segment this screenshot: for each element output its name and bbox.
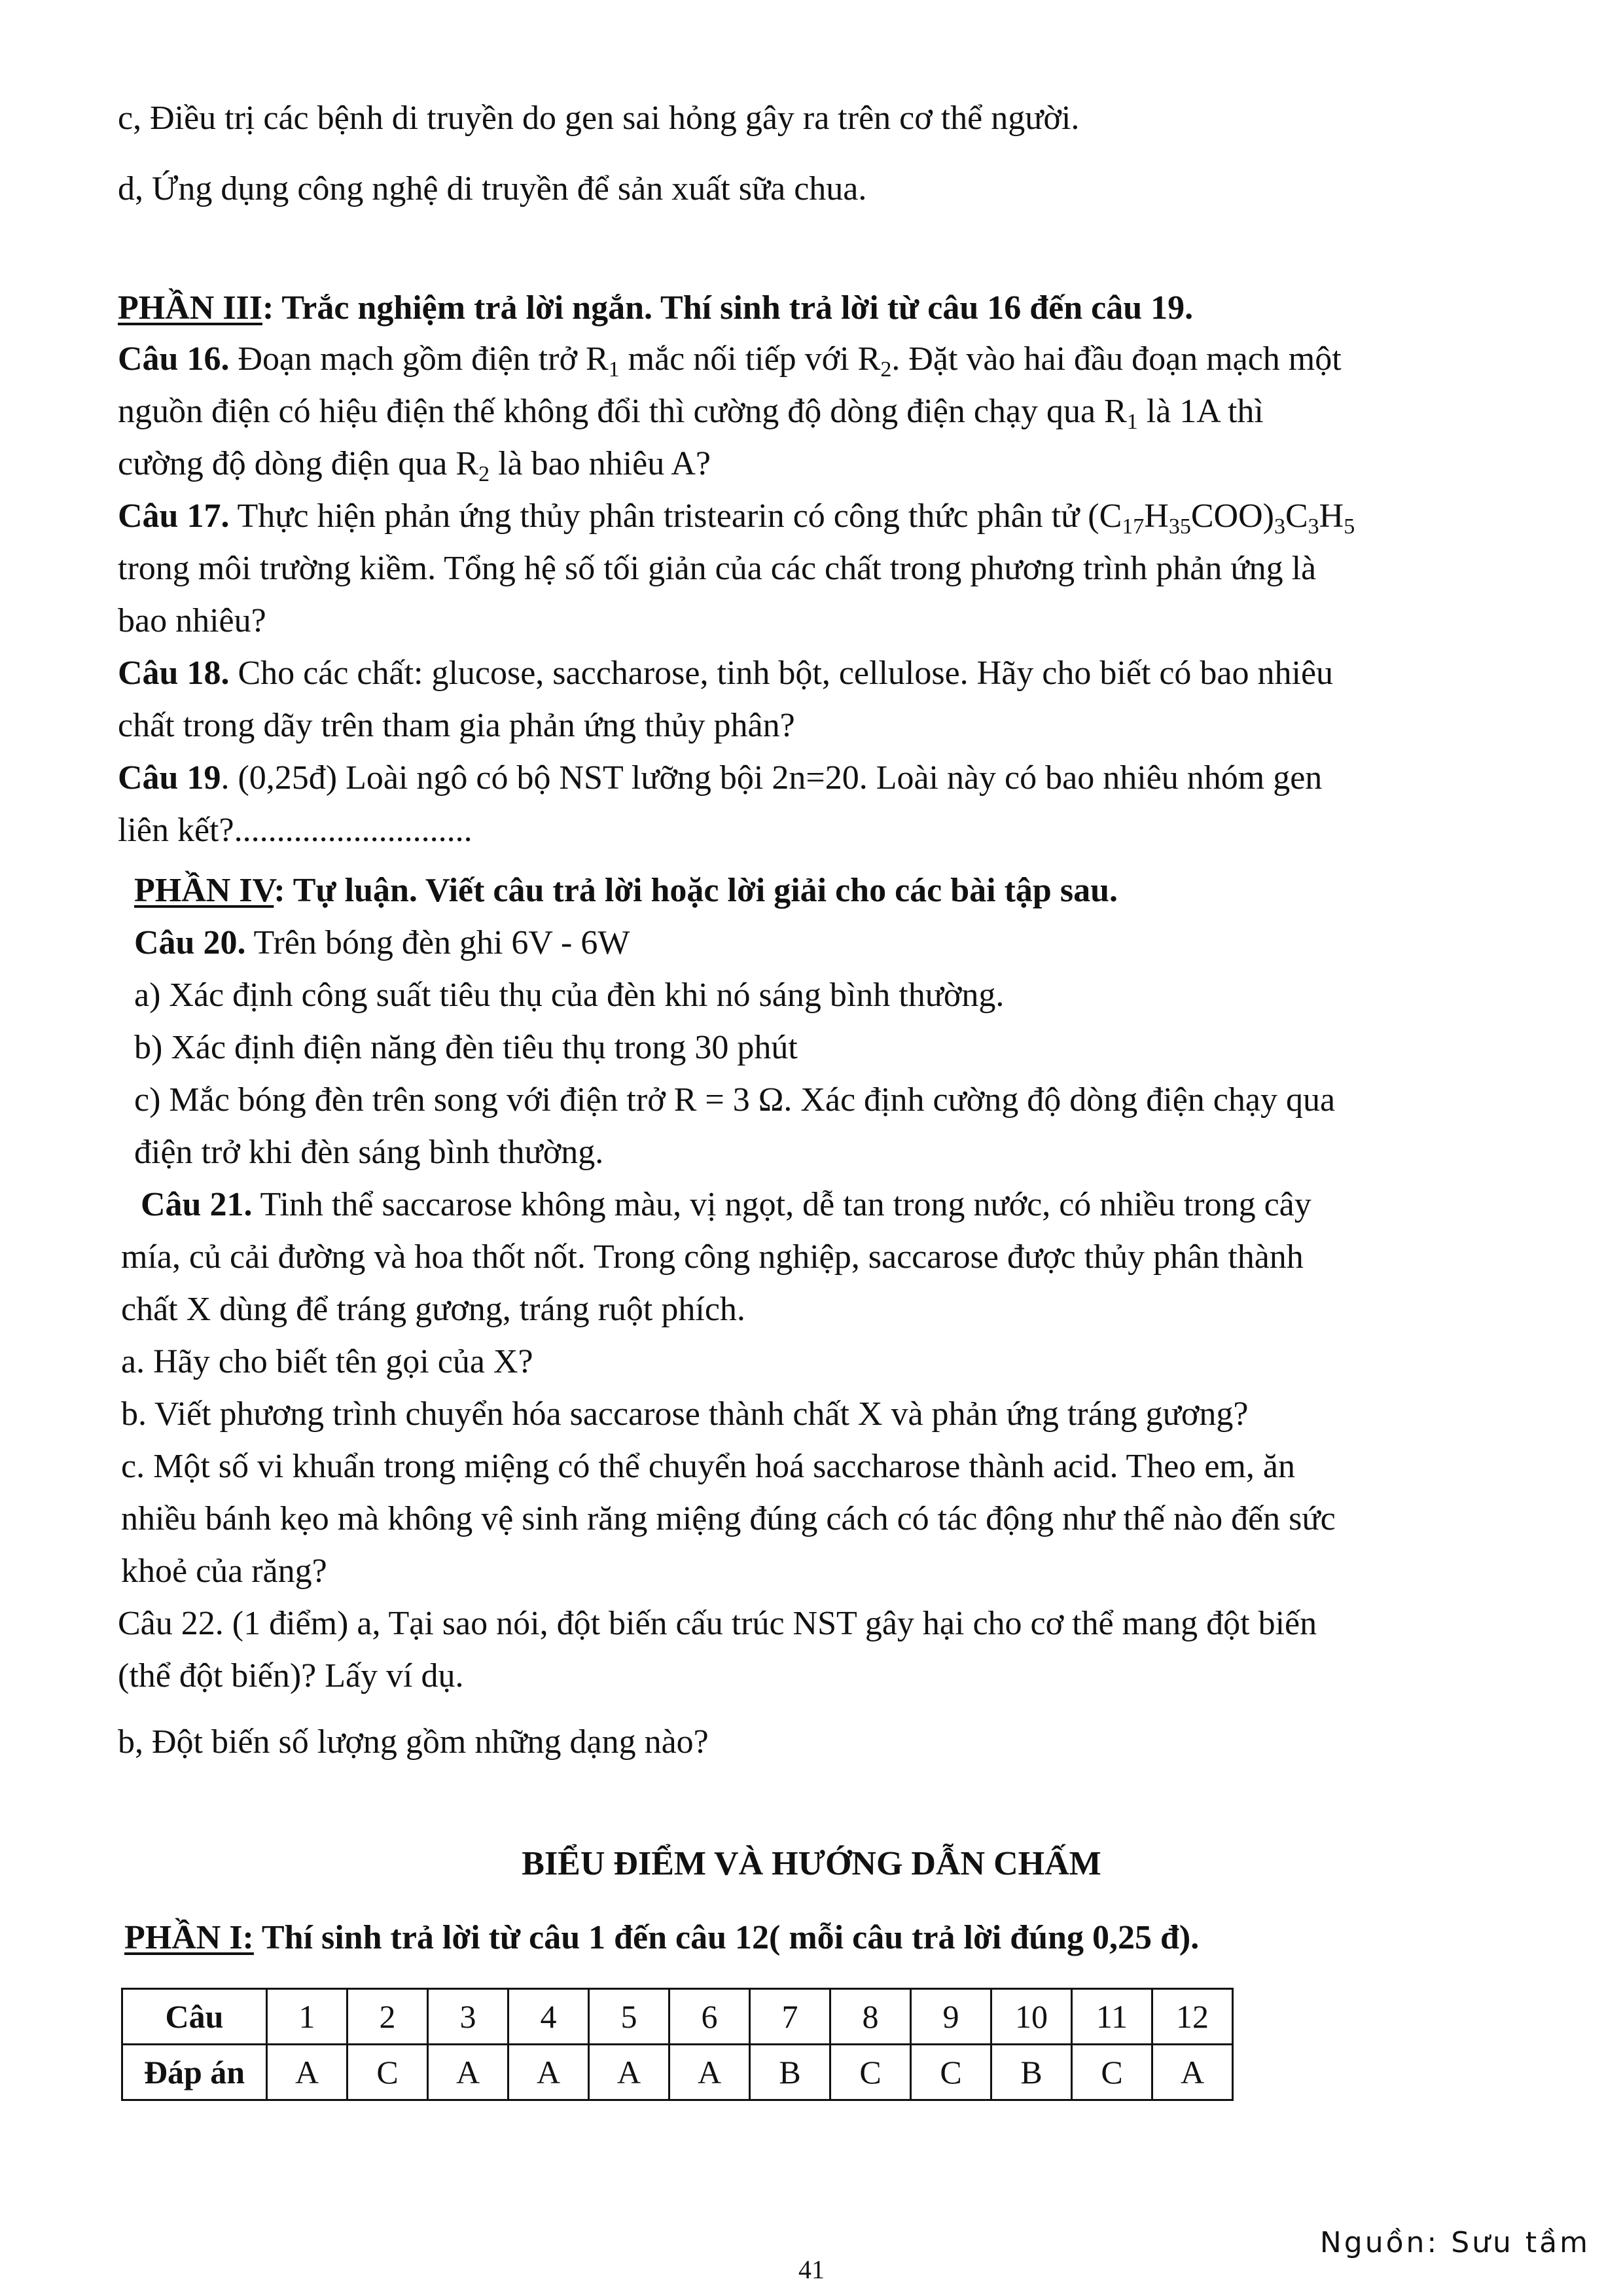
part3-heading: [118, 291, 1505, 325]
question-17-line-2: trong môi trường kiềm. Tổng hệ số tối giản của các chất trong phương trình phản ứng là: [118, 550, 1317, 587]
question-18-line-2: chất trong dãy trên tham gia phản ứng thủy phân?: [118, 707, 795, 744]
row-header-answer: Đáp án: [122, 2045, 267, 2100]
q20-text: Trên bóng đèn ghi 6V - 6W: [245, 924, 630, 961]
answer-cell: A: [1152, 2045, 1233, 2100]
question-number-cell: 6: [669, 1989, 750, 2045]
answer-cell: C: [830, 2045, 911, 2100]
table-row: [122, 2045, 1233, 2100]
question-number-cell: 7: [750, 1989, 830, 2045]
question-number-cell: 1: [267, 1989, 348, 2045]
part3-label: PHẦN III: [118, 289, 263, 327]
q18-text: Cho các chất: glucose, saccharose, tinh bột, cellulose. Hãy cho biết có bao nhiêu: [229, 655, 1334, 692]
q21-text: Tinh thể saccarose không màu, vị ngọt, dễ tan trong nước, có nhiều trong cây: [252, 1186, 1311, 1223]
q19-text: . (0,25đ) Loài ngô có bộ NST lưỡng bội 2n=20. Loài này có bao nhiêu nhóm gen: [221, 759, 1323, 797]
question-17-line-3: bao nhiêu?: [118, 602, 266, 639]
source-note: Nguồn: Sưu tầm: [1319, 2226, 1590, 2259]
q17-text: Thực hiện phản ứng thủy phân tristearin có công thức phân tử (C: [229, 497, 1122, 535]
question-16-line-1: [118, 340, 1505, 382]
grading-heading: BIỂU ĐIỂM VÀ HƯỚNG DẪN CHẤM: [522, 1845, 1101, 1882]
question-17-label: Câu 17.: [118, 497, 230, 535]
q17-text: H: [1144, 497, 1169, 535]
part3-title: : Trắc nghiệm trả lời ngắn. Thí sinh trả lời từ câu 16 đến câu 19.: [262, 289, 1194, 327]
q17-sub: 3: [1308, 514, 1319, 539]
page-number: 41: [798, 2255, 825, 2284]
question-21-line-3: chất X dùng để tráng gương, tráng ruột phích.: [121, 1291, 745, 1328]
question-21-line-1: [141, 1188, 1505, 1222]
q17-sub: 3: [1274, 514, 1285, 539]
answer-cell: C: [911, 2045, 991, 2100]
question-20-line-1: [134, 926, 1505, 960]
question-21-a: a. Hãy cho biết tên gọi của X?: [121, 1343, 533, 1380]
question-21-b: b. Viết phương trình chuyển hóa saccarose thành chất X và phản ứng tráng gương?: [121, 1395, 1249, 1433]
answer-cell: C: [348, 2045, 428, 2100]
q17-sub: 17: [1122, 514, 1145, 539]
question-16-label: Câu 16.: [118, 340, 230, 378]
part4-heading: [134, 874, 1505, 908]
question-20-c-line-1: c) Mắc bóng đèn trên song với điện trở R = 3 Ω. Xác định cường độ dòng điện chạy qua: [134, 1081, 1336, 1119]
q16-text: . Đặt vào hai đầu đoạn mạch một: [891, 340, 1342, 378]
question-16-line-3: [118, 445, 1505, 486]
question-22-b: b, Đột biến số lượng gồm những dạng nào?: [118, 1723, 709, 1761]
question-number-cell: 11: [1072, 1989, 1152, 2045]
row-header-question: Câu: [122, 1989, 267, 2045]
table-row: [122, 1989, 1233, 2045]
question-18-label: Câu 18.: [118, 655, 230, 692]
question-20-b: b) Xác định điện năng đèn tiêu thụ trong 30 phút: [134, 1029, 798, 1066]
question-19-line-1: [118, 761, 1505, 795]
q16-text: là bao nhiêu A?: [490, 445, 711, 482]
question-21-c-line-3: khoẻ của răng?: [121, 1552, 327, 1590]
question-18-line-1: [118, 656, 1505, 691]
question-number-cell: 8: [830, 1989, 911, 2045]
grading-part1-heading: [124, 1921, 1505, 1955]
answer-cell: A: [669, 2045, 750, 2100]
question-21-line-2: mía, củ cải đường và hoa thốt nốt. Trong công nghiệp, saccarose được thủy phân thành: [121, 1238, 1304, 1276]
q16-sub: 1: [608, 357, 620, 382]
q16-sub: 1: [1126, 410, 1138, 434]
q17-text: COO): [1190, 497, 1274, 535]
question-number-cell: 9: [911, 1989, 991, 2045]
question-21-c-line-2: nhiều bánh kẹo mà không vệ sinh răng miệng đúng cách có tác động như thế nào đến sức: [121, 1500, 1336, 1537]
question-21-label: Câu 21.: [141, 1186, 253, 1223]
question-number-cell: 5: [589, 1989, 669, 2045]
answer-cell: A: [589, 2045, 669, 2100]
q16-sub: 2: [478, 462, 490, 486]
answer-cell: C: [1072, 2045, 1152, 2100]
q16-text: nguồn điện có hiệu điện thế không đổi thì cường độ dòng điện chạy qua R: [118, 393, 1127, 430]
q17-text: H: [1319, 497, 1344, 535]
grading-part1-title: Thí sinh trả lời từ câu 1 đến câu 12( mỗi câu trả lời đúng 0,25 đ).: [253, 1919, 1200, 1956]
question-number-cell: 12: [1152, 1989, 1233, 2045]
question-number-cell: 3: [428, 1989, 508, 2045]
question-17-line-1: [118, 497, 1505, 539]
question-21-c-line-1: c. Một số vi khuẩn trong miệng có thể chuyển hoá saccharose thành acid. Theo em, ăn: [121, 1448, 1295, 1485]
answer-cell: A: [508, 2045, 589, 2100]
part4-title: : Tự luận. Viết câu trả lời hoặc lời giải cho các bài tập sau.: [274, 872, 1118, 909]
item-d-line: d, Ứng dụng công nghệ di truyền để sản xuất sữa chua.: [118, 170, 867, 207]
question-22-line-2: (thể đột biến)? Lấy ví dụ.: [118, 1657, 464, 1695]
q17-sub: 5: [1344, 514, 1355, 539]
question-number-cell: 10: [991, 1989, 1072, 2045]
question-22-line-1: Câu 22. (1 điểm) a, Tại sao nói, đột biến cấu trúc NST gây hại cho cơ thể mang đột biến: [118, 1605, 1317, 1642]
q16-text: là 1A thì: [1137, 393, 1264, 430]
question-20-c-line-2: điện trở khi đèn sáng bình thường.: [134, 1134, 604, 1171]
q16-text: cường độ dòng điện qua R: [118, 445, 479, 482]
question-19-label: Câu 19: [118, 759, 221, 797]
question-20-label: Câu 20.: [134, 924, 246, 961]
question-19-line-2: liên kết?............................: [118, 812, 473, 849]
q16-sub: 2: [880, 357, 892, 382]
item-c-line: c, Điều trị các bệnh di truyền do gen sai hỏng gây ra trên cơ thể người.: [118, 99, 1080, 137]
question-16-line-2: [118, 393, 1505, 434]
q16-text: Đoạn mạch gồm điện trở R: [229, 340, 609, 378]
grading-part1-label: PHẦN I:: [124, 1919, 254, 1956]
answer-key-table: [121, 1988, 1234, 2101]
answer-cell: B: [750, 2045, 830, 2100]
q17-text: C: [1285, 497, 1308, 535]
q16-text: mắc nối tiếp với R: [619, 340, 881, 378]
answer-cell: A: [428, 2045, 508, 2100]
question-20-a: a) Xác định công suất tiêu thụ của đèn khi nó sáng bình thường.: [134, 977, 1005, 1014]
answer-cell: B: [991, 2045, 1072, 2100]
q17-sub: 35: [1168, 514, 1191, 539]
question-number-cell: 4: [508, 1989, 589, 2045]
question-number-cell: 2: [348, 1989, 428, 2045]
part4-label: PHẦN IV: [134, 872, 274, 909]
answer-cell: A: [267, 2045, 348, 2100]
